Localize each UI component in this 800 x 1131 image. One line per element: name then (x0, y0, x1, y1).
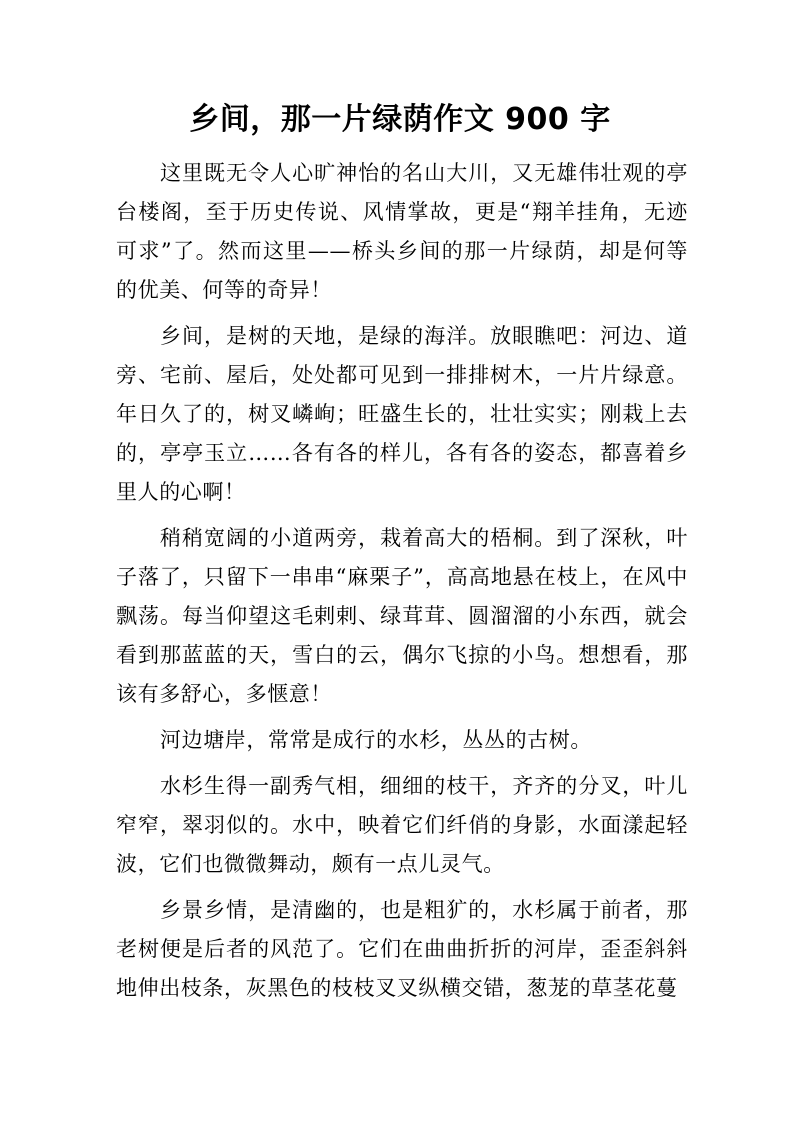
paragraph: 乡间，是树的天地，是绿的海洋。放眼瞧吧：河边、道旁、宅前、屋后，处处都可见到一排排树木，一片片绿意。年日久了的，树叉嶙峋；旺盛生长的，壮壮实实；刚栽上去的，亭亭玉立……各有各的样儿，各有各的姿态，都喜着乡里人的心啊！ (116, 324, 688, 504)
paragraph: 乡景乡情，是清幽的，也是粗犷的，水杉属于前者，那老树便是后者的风范了。它们在曲曲折折的河岸，歪歪斜斜地伸出枝条，灰黑色的枝枝叉叉纵横交错，葱茏的草茎花蔓 (116, 898, 688, 1000)
document-title: 乡间，那一片绿荫作文 900 字 (189, 102, 611, 137)
paragraph: 这里既无令人心旷神怡的名山大川，又无雄伟壮观的亭台楼阁，至于历史传说、风情掌故，更是“翔羊挂角，无迹可求”了。然而这里——桥头乡间的那一片绿荫，却是何等的优美、何等的奇异！ (116, 161, 688, 302)
document-body (116, 154, 688, 1015)
paragraph: 水杉生得一副秀气相，细细的枝干，齐齐的分叉，叶儿窄窄，翠羽似的。水中，映着它们纤俏的身影，水面漾起轻波，它们也微微舞动，颇有一点儿灵气。 (116, 774, 688, 876)
paragraph: 河边塘岸，常常是成行的水杉，丛丛的古树。 (160, 728, 592, 752)
paragraph: 稍稍宽阔的小道两旁，栽着高大的梧桐。到了深秋，叶子落了，只留下一串串“麻栗子”，高高地悬在枝上，在风中飘荡。每当仰望这毛剌剌、绿茸茸、圆溜溜的小东西，就会看到那蓝蓝的天，雪白的云，偶尔飞掠的小鸟。想想看，那该有多舒心，多惬意！ (116, 526, 688, 706)
